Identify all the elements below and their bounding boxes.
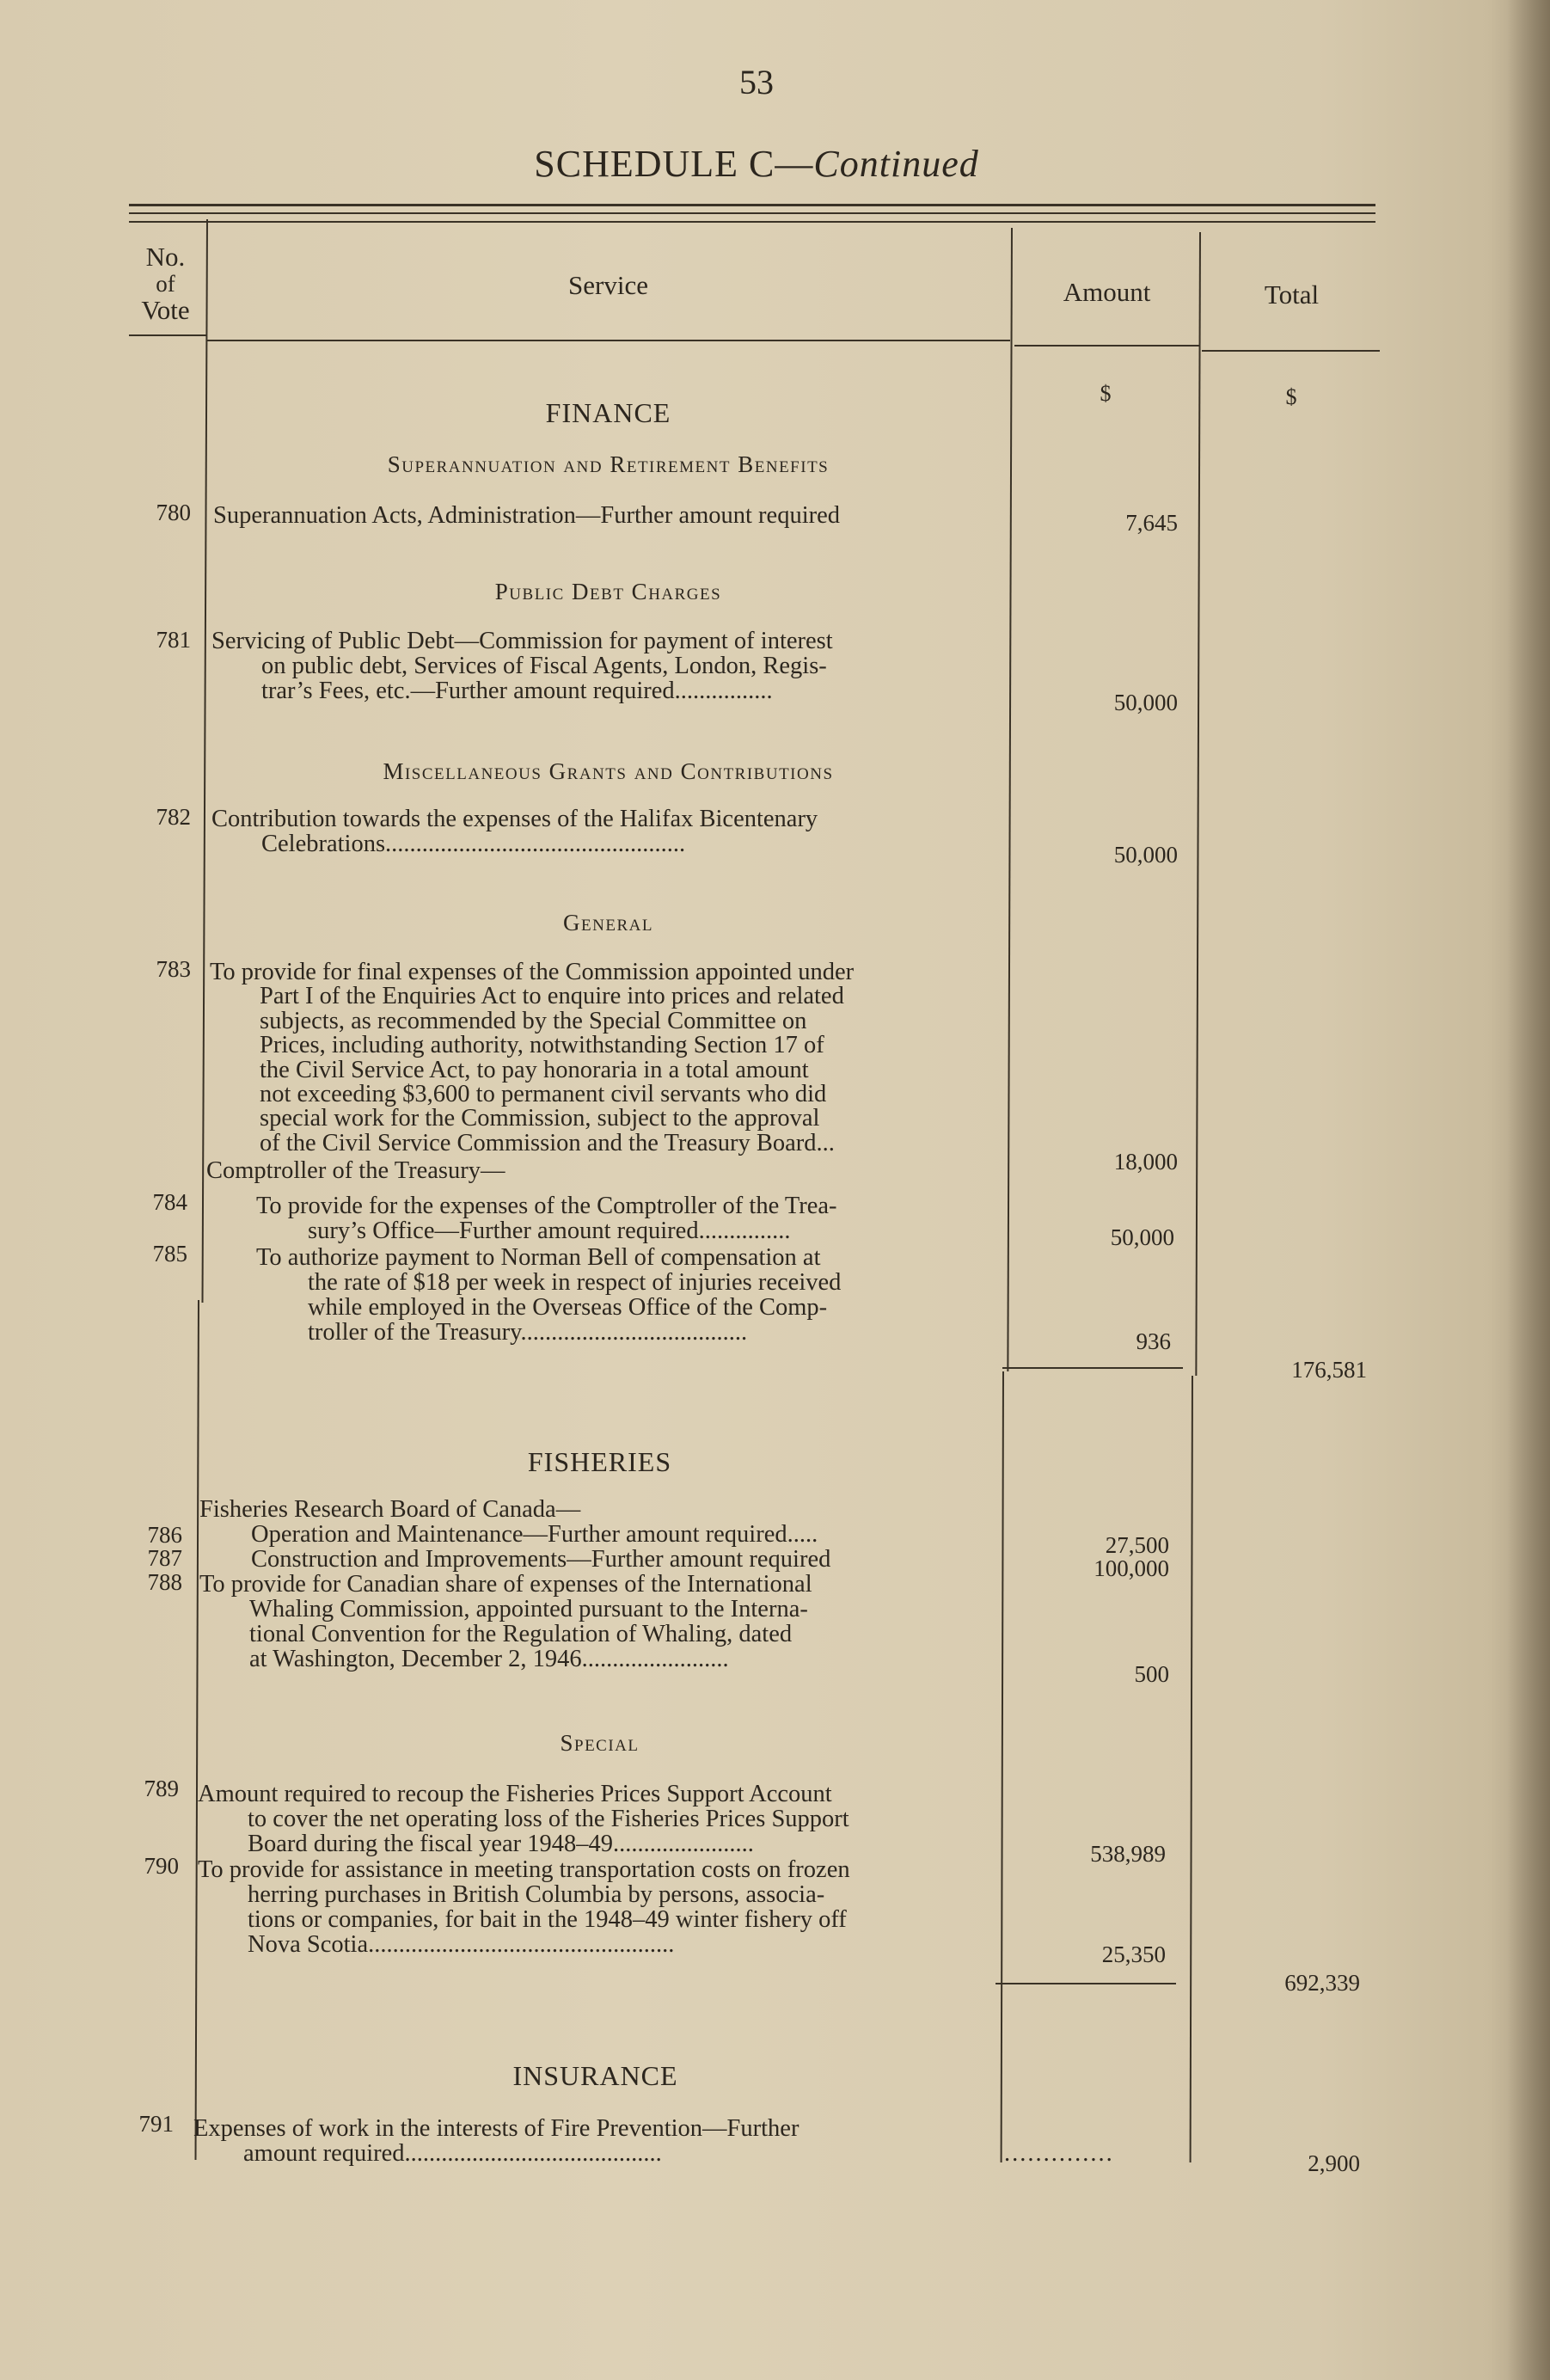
vote-787-line-1: Construction and Improvements—Further amount required: [251, 1546, 831, 1573]
service-column-header: Service: [568, 270, 648, 300]
vote-783-line-5: the Civil Service Act, to pay honoraria in a total amount: [260, 1056, 809, 1083]
finance-total: 176,581: [1291, 1357, 1367, 1383]
finance-heading: FINANCE: [545, 397, 671, 428]
vote-number-791: 791: [138, 2111, 174, 2137]
vote-782-line-1: Contribution towards the expenses of the Halifax Bicentenary: [211, 806, 818, 832]
vote-783-line-2: Part I of the Enquiries Act to enquire into prices and related: [260, 983, 844, 1010]
vote-header-of: of: [156, 271, 175, 297]
header-bottom-rule-total: [1202, 350, 1380, 352]
vote-780-amount: 7,645: [1125, 510, 1178, 536]
header-rule-second: [129, 212, 1375, 214]
vote-783-line-1: To provide for final expenses of the Commission appointed under: [210, 959, 855, 985]
insurance-heading: INSURANCE: [512, 2060, 678, 2091]
header-rule-top: [129, 204, 1375, 206]
vote-790-line-3: tions or companies, for bait in the 1948–49 winter fishery off: [248, 1906, 847, 1933]
vote-787-amount: 100,000: [1094, 1555, 1169, 1581]
vote-790-line-2: herring purchases in British Columbia by persons, associa-: [248, 1881, 825, 1908]
vote-header-vote: Vote: [141, 295, 190, 325]
vote-number-787: 787: [147, 1545, 182, 1571]
vote-header-no: No.: [145, 242, 186, 272]
vote-791-amount-leader: ..............: [1004, 2140, 1114, 2167]
fisheries-total: 692,339: [1284, 1970, 1360, 1996]
vote-789-line-1: Amount required to recoup the Fisheries Prices Support Account: [198, 1781, 832, 1807]
amount-total-divider-upper: [1195, 232, 1201, 1376]
vote-788-line-4: at Washington, December 2, 1946........................: [249, 1646, 729, 1672]
vote-788-line-2: Whaling Commission, appointed pursuant to the Interna-: [249, 1596, 808, 1622]
vote-number-781: 781: [156, 627, 191, 653]
page-number: 53: [739, 63, 774, 101]
vote-783-line-6: not exceeding $3,600 to permanent civil servants who did: [260, 1081, 827, 1108]
vote-785-line-4: troller of the Treasury.....................................: [308, 1319, 748, 1346]
finance-public-debt-subheading: Public Debt Charges: [494, 579, 722, 604]
vote-790-amount: 25,350: [1101, 1941, 1166, 1967]
vote-780-line-1: Superannuation Acts, Administration—Further amount required: [213, 502, 841, 529]
vote-786-line-1: Operation and Maintenance—Further amount required.....: [251, 1521, 818, 1548]
amount-column-header: Amount: [1063, 277, 1151, 307]
vote-783-line-8: of the Civil Service Commission and the Treasury Board...: [260, 1129, 835, 1156]
vote-788-amount: 500: [1134, 1661, 1169, 1687]
amount-total-divider-lower: [1190, 1376, 1193, 2162]
vote-number-789: 789: [144, 1776, 179, 1801]
page-title: [0, 142, 1513, 186]
vote-781-line-2: on public debt, Services of Fiscal Agents, London, Regis-: [261, 653, 827, 679]
vote-number-785: 785: [152, 1241, 187, 1267]
comptroller-heading: Comptroller of the Treasury—: [206, 1157, 505, 1184]
vote-785-line-1: To authorize payment to Norman Bell of compensation at: [256, 1244, 821, 1271]
vote-784-line-1: To provide for the expenses of the Comptroller of the Trea-: [256, 1193, 837, 1219]
vote-number-786: 786: [147, 1522, 182, 1548]
amount-currency-sign: $: [1100, 381, 1112, 406]
total-column-header: Total: [1264, 279, 1320, 310]
vote-781-description: [211, 629, 833, 703]
vote-number-784: 784: [152, 1189, 187, 1215]
vote-785-line-2: the rate of $18 per week in respect of injuries received: [308, 1269, 842, 1296]
fisheries-special-subheading: Special: [560, 1730, 640, 1756]
vote-number-790: 790: [144, 1853, 179, 1879]
vote-784-amount: 50,000: [1110, 1224, 1174, 1250]
vote-780-description: [213, 503, 840, 528]
vote-785-amount: 936: [1136, 1328, 1171, 1354]
vote-789-amount: 538,989: [1090, 1841, 1166, 1867]
vote-number-782: 782: [156, 804, 191, 830]
vote-782-description: [211, 807, 818, 856]
vote-786-description: [201, 1522, 818, 1547]
fisheries-board-heading: Fisheries Research Board of Canada—: [199, 1496, 581, 1523]
total-currency-sign: $: [1285, 384, 1297, 409]
vote-column-header: [129, 242, 202, 325]
page-edge-shadow: [1507, 0, 1550, 2380]
vote-789-line-3: Board during the fiscal year 1948–49.......................: [248, 1831, 754, 1857]
header-bottom-rule-amount: [1014, 345, 1199, 347]
title-main: SCHEDULE C—: [534, 143, 814, 185]
vote-791-line-2: amount required..........................................: [243, 2140, 662, 2167]
vote-788-line-1: To provide for Canadian share of expenses of the International: [199, 1571, 812, 1598]
vote-783-line-4: Prices, including authority, notwithstanding Section 17 of: [260, 1032, 824, 1059]
vote-784-description: [206, 1193, 837, 1243]
title-continued: Continued: [813, 143, 979, 185]
vote-781-line-3: trar’s Fees, etc.—Further amount required................: [261, 678, 773, 704]
vote-781-line-1: Servicing of Public Debt—Commission for payment of interest: [211, 628, 833, 654]
vote-790-line-4: Nova Scotia..................................................: [248, 1931, 675, 1958]
vote-791-total: 2,900: [1308, 2150, 1360, 2176]
fisheries-subtotal-rule: [996, 1983, 1176, 1984]
vote-783-description: [210, 960, 854, 1156]
finance-superannuation-subheading: Superannuation and Retirement Benefits: [387, 451, 830, 477]
vote-783-line-7: special work for the Commission, subject to the approval: [260, 1105, 820, 1132]
finance-misc-grants-subheading: Miscellaneous Grants and Contributions: [383, 758, 834, 784]
vote-783-amount: 18,000: [1113, 1149, 1178, 1175]
vote-number-783: 783: [156, 956, 191, 982]
vote-786-amount: 27,500: [1105, 1532, 1169, 1558]
vote-791-line-1: Expenses of work in the interests of Fire Prevention—Further: [193, 2115, 800, 2142]
vote-790-description: [198, 1857, 850, 1957]
vote-789-line-2: to cover the net operating loss of the Fisheries Prices Support: [248, 1806, 849, 1832]
vote-785-description: [206, 1245, 841, 1345]
vote-791-description: [193, 2116, 799, 2166]
vote-782-amount: 50,000: [1113, 842, 1178, 868]
vote-785-line-3: while employed in the Overseas Office of the Comp-: [308, 1294, 828, 1321]
header-bottom-rule-service: [206, 340, 1010, 341]
vote-782-line-2: Celebrations.................................................: [261, 831, 686, 857]
vote-783-line-3: subjects, as recommended by the Special Committee on: [260, 1007, 807, 1034]
finance-subtotal-rule: [1002, 1367, 1183, 1369]
vote-number-788: 788: [147, 1569, 182, 1595]
vote-788-description: [199, 1572, 812, 1672]
vote-784-line-2: sury’s Office—Further amount required...............: [308, 1218, 791, 1244]
vote-781-amount: 50,000: [1113, 690, 1178, 715]
fisheries-heading: FISHERIES: [527, 1446, 672, 1477]
vote-789-description: [198, 1782, 849, 1856]
header-bottom-rule-vote: [129, 334, 206, 336]
vote-788-line-3: tional Convention for the Regulation of Whaling, dated: [249, 1621, 793, 1647]
vote-number-780: 780: [156, 500, 191, 525]
vote-787-description: [201, 1547, 830, 1572]
finance-general-subheading: General: [563, 910, 653, 935]
header-rule-third: [129, 221, 1375, 223]
vote-790-line-1: To provide for assistance in meeting transportation costs on frozen: [198, 1856, 850, 1883]
service-amount-divider-lower: [1001, 1371, 1004, 2162]
